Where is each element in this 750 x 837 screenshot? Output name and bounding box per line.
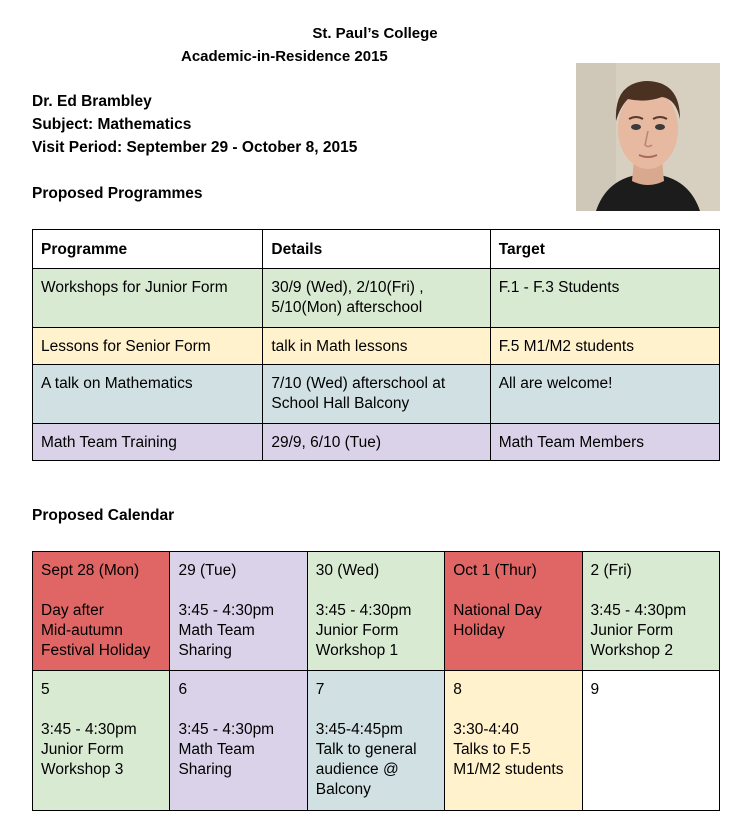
calendar-day-cell: [33, 552, 170, 671]
day-event-line: Sharing: [178, 642, 232, 659]
calendar-heading: Proposed Calendar: [32, 507, 175, 524]
programmes-table: [32, 229, 720, 461]
day-event-line: Math Team: [178, 622, 255, 639]
calendar-day-cell: [170, 671, 307, 811]
table-row: [33, 365, 720, 424]
day-event-line: Balcony: [315, 781, 371, 798]
details-line: 29/9, 6/10 (Tue): [271, 434, 382, 451]
target-cell: All are welcome!: [490, 365, 719, 424]
details-cell: [263, 269, 490, 328]
details-line: 5/10(Mon) afterschool: [271, 299, 423, 316]
day-event-line: 3:45 - 4:30pm: [41, 721, 137, 738]
day-event-line: 3:45-4:45pm: [315, 721, 403, 738]
calendar-day-cell: [582, 671, 719, 811]
day-date: Sept 28 (Mon): [41, 562, 140, 579]
target-cell: F.1 - F.3 Students: [490, 269, 719, 328]
calendar-day-cell: [445, 671, 582, 811]
details-line: 7/10 (Wed) afterschool at: [271, 375, 446, 392]
subject-line: Subject: Mathematics: [32, 116, 192, 133]
day-date: 8: [453, 681, 462, 698]
details-cell: [263, 365, 490, 424]
day-date: Oct 1 (Thur): [453, 562, 537, 579]
column-header-programme: Programme: [33, 230, 263, 269]
day-date: 6: [178, 681, 188, 698]
calendar-table: [32, 551, 720, 811]
target-cell: Math Team Members: [490, 424, 719, 461]
day-date: 29 (Tue): [178, 562, 237, 579]
day-event-line: National Day: [453, 602, 542, 619]
day-event-line: Festival Holiday: [41, 642, 151, 659]
calendar-day-cell: [582, 552, 719, 671]
day-event-line: 3:45 - 4:30pm: [590, 602, 687, 619]
day-event-line: Sharing: [178, 761, 232, 778]
table-row: [33, 269, 720, 328]
academic-name: Dr. Ed Brambley: [32, 93, 152, 110]
details-line: talk in Math lessons: [271, 338, 408, 355]
programmes-heading: Proposed Programmes: [32, 185, 203, 202]
programme-cell: Workshops for Junior Form: [33, 269, 263, 328]
day-date: 7: [315, 681, 325, 698]
calendar-day-cell: [307, 671, 444, 811]
calendar-day-cell: [33, 671, 170, 811]
program-title: Academic-in-Residence 2015: [181, 48, 388, 65]
table-row: [33, 328, 720, 365]
target-cell: F.5 M1/M2 students: [490, 328, 719, 365]
calendar-day-cell: [170, 552, 307, 671]
day-event-line: Junior Form: [590, 622, 674, 639]
day-event-line: Workshop 2: [590, 642, 673, 659]
college-name: St. Paul’s College: [312, 25, 438, 42]
programme-cell: Math Team Training: [33, 424, 263, 461]
portrait-photo: [576, 63, 720, 211]
table-header-row: [33, 230, 720, 269]
table-row: [33, 424, 720, 461]
day-event-line: 3:45 - 4:30pm: [178, 721, 275, 738]
day-event-line: Junior Form: [315, 622, 399, 639]
day-date: 5: [41, 681, 50, 698]
day-date: 2 (Fri): [590, 562, 632, 579]
details-cell: [263, 328, 490, 365]
day-event-line: Workshop 3: [41, 761, 124, 778]
day-event-line: Talk to general: [315, 741, 417, 758]
details-cell: [263, 424, 490, 461]
programme-cell: Lessons for Senior Form: [33, 328, 263, 365]
day-event-line: 3:45 - 4:30pm: [315, 602, 412, 619]
day-event-line: Math Team: [178, 741, 255, 758]
day-date: 30 (Wed): [315, 562, 380, 579]
column-header-details: Details: [263, 230, 490, 269]
day-date: 9: [590, 681, 600, 698]
calendar-day-cell: [445, 552, 582, 671]
calendar-day-cell: [307, 552, 444, 671]
day-event-line: Talks to F.5: [453, 741, 531, 758]
details-line: School Hall Balcony: [271, 395, 410, 412]
day-event-line: Day after: [41, 602, 104, 619]
visit-period: Visit Period: September 29 - October 8, 2015: [32, 139, 358, 156]
day-event-line: Workshop 1: [315, 642, 399, 659]
day-event-line: Mid-autumn: [41, 622, 123, 639]
day-event-line: Junior Form: [41, 741, 124, 758]
details-line: 30/9 (Wed), 2/10(Fri) ,: [271, 279, 424, 296]
column-header-target: Target: [490, 230, 719, 269]
day-event-line: Holiday: [453, 622, 505, 639]
programme-cell: A talk on Mathematics: [33, 365, 263, 424]
calendar-week-row: [33, 671, 720, 811]
day-event-line: audience @: [315, 761, 399, 778]
day-event-line: M1/M2 students: [453, 761, 564, 778]
calendar-week-row: [33, 552, 720, 671]
day-event-line: 3:45 - 4:30pm: [178, 602, 275, 619]
day-event-line: 3:30-4:40: [453, 721, 519, 738]
